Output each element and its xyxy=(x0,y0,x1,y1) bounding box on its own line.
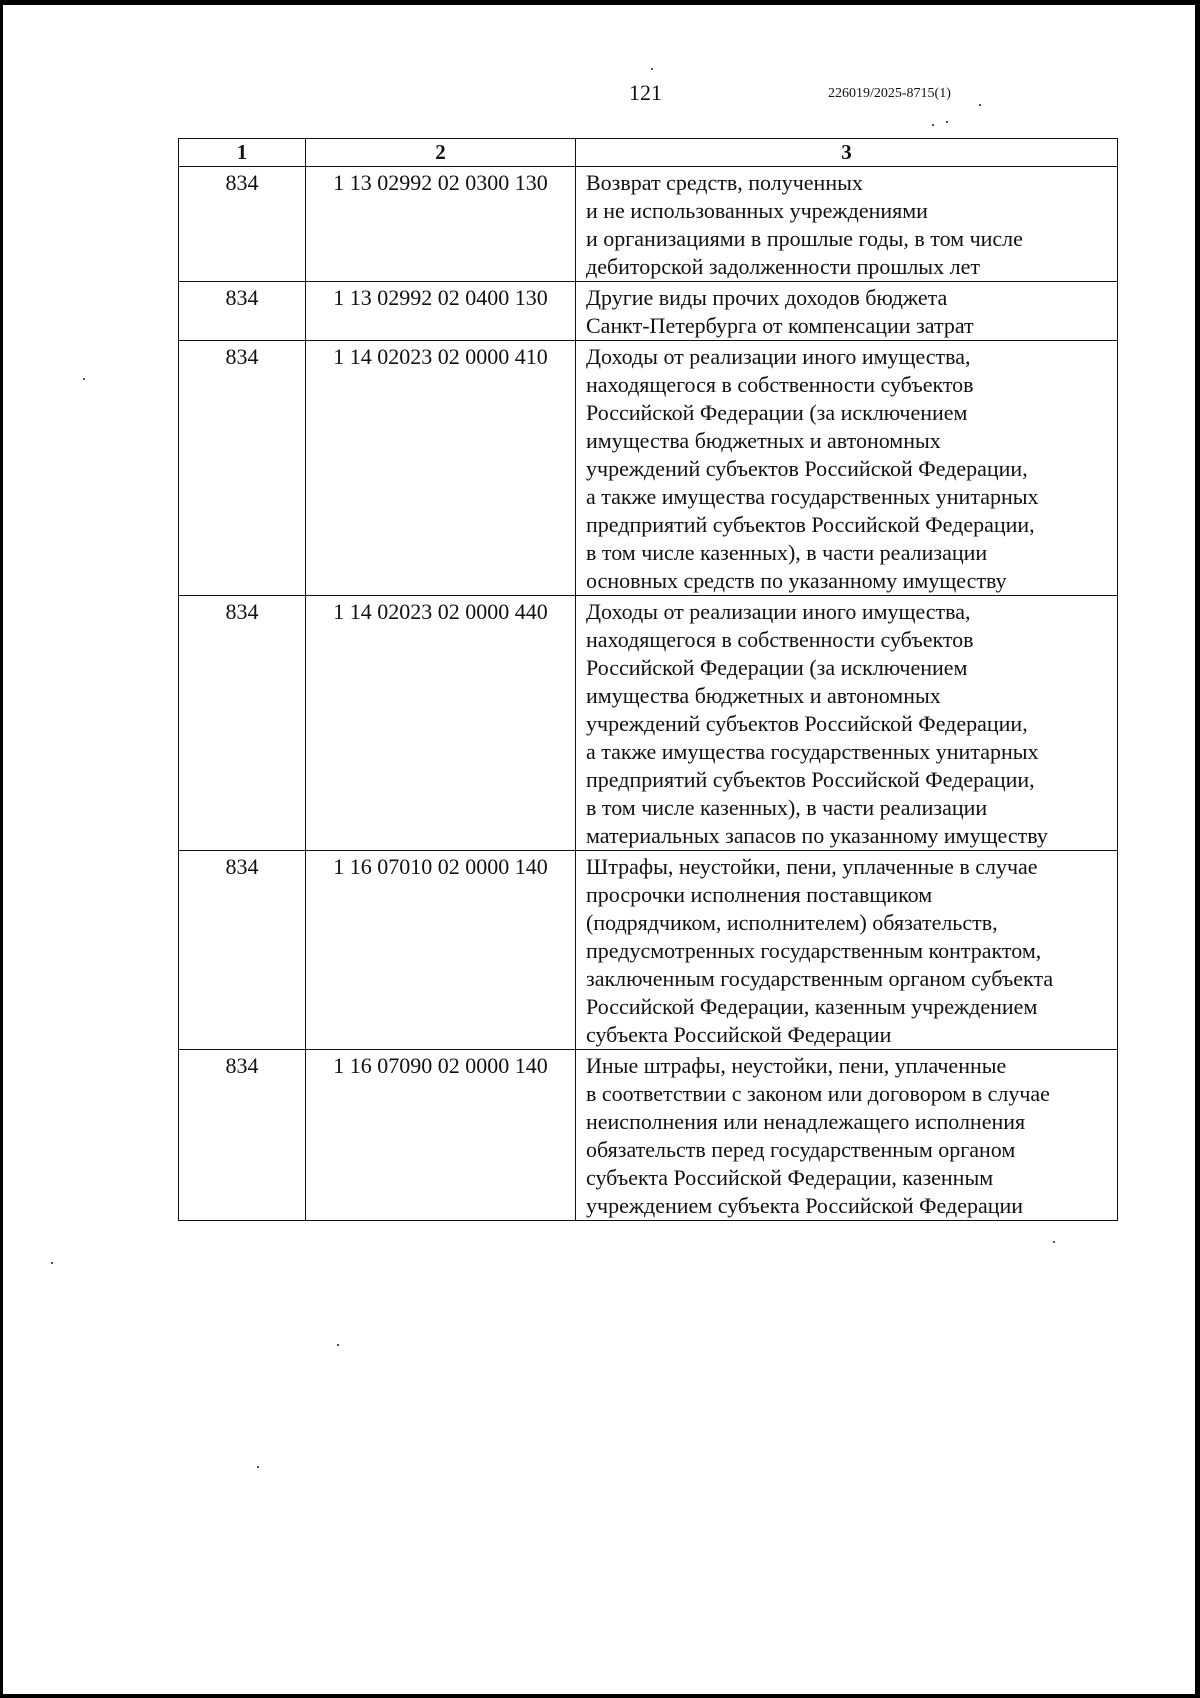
budget-codes-table xyxy=(178,138,1118,1221)
description-line: обязательств перед государственным органом xyxy=(586,1137,1016,1162)
scan-speck xyxy=(946,121,948,123)
description-line: в том числе казенных), в части реализации xyxy=(586,795,988,820)
admin-code-cell: 834 xyxy=(179,851,306,1050)
description-line: материальных запасов по указанному имуществу xyxy=(586,823,1048,848)
description-line: в соответствии с законом или договором в случае xyxy=(586,1081,1050,1106)
budget-classification-code-cell: 1 16 07090 02 0000 140 xyxy=(306,1050,576,1221)
scan-speck xyxy=(51,1262,53,1264)
table-row xyxy=(179,167,1118,282)
admin-code-cell: 834 xyxy=(179,596,306,851)
admin-code-cell: 834 xyxy=(179,282,306,341)
table-row xyxy=(179,851,1118,1050)
description-line: неисполнения или ненадлежащего исполнения xyxy=(586,1109,1026,1134)
description-line: Российской Федерации, казенным учреждением xyxy=(586,994,1038,1019)
document-reference: 226019/2025-8715(1) xyxy=(828,86,951,101)
description-line: заключенным государственным органом субъекта xyxy=(586,966,1054,991)
description-line: субъекта Российской Федерации xyxy=(586,1022,892,1047)
description-line: Санкт-Петербурга от компенсации затрат xyxy=(586,313,974,338)
scan-speck xyxy=(83,378,85,380)
description-line: Возврат средств, полученных xyxy=(586,170,863,195)
description-line: (подрядчиком, исполнителем) обязательств, xyxy=(586,910,998,935)
budget-classification-code-cell: 1 16 07010 02 0000 140 xyxy=(306,851,576,1050)
description-line: Иные штрафы, неустойки, пени, уплаченные xyxy=(586,1053,1007,1078)
budget-classification-code-cell: 1 13 02992 02 0400 130 xyxy=(306,282,576,341)
description-line: находящегося в собственности субъектов xyxy=(586,372,974,397)
revenue-description-cell xyxy=(576,282,1118,341)
budget-classification-code-cell: 1 14 02023 02 0000 410 xyxy=(306,341,576,596)
admin-code-cell: 834 xyxy=(179,341,306,596)
description-line: предприятий субъектов Российской Федерации, xyxy=(586,512,1035,537)
revenue-description-cell xyxy=(576,167,1118,282)
table-row xyxy=(179,1050,1118,1221)
description-line: и не использованных учреждениями xyxy=(586,198,928,223)
admin-code-cell: 834 xyxy=(179,167,306,282)
description-line: учреждений субъектов Российской Федерации, xyxy=(586,711,1028,736)
description-line: Другие виды прочих доходов бюджета xyxy=(586,285,948,310)
revenue-description-cell xyxy=(576,596,1118,851)
column-header-3: 3 xyxy=(576,139,1118,167)
admin-code-cell: 834 xyxy=(179,1050,306,1221)
description-line: Доходы от реализации иного имущества, xyxy=(586,344,971,369)
description-line: имущества бюджетных и автономных xyxy=(586,428,941,453)
column-header-1: 1 xyxy=(179,139,306,167)
description-line: имущества бюджетных и автономных xyxy=(586,683,941,708)
description-line: и организациями в прошлые годы, в том числе xyxy=(586,226,1023,251)
column-header-2: 2 xyxy=(306,139,576,167)
budget-classification-code-cell: 1 13 02992 02 0300 130 xyxy=(306,167,576,282)
description-line: Штрафы, неустойки, пени, уплаченные в случае xyxy=(586,854,1038,879)
table-row xyxy=(179,596,1118,851)
description-line: субъекта Российской Федерации, казенным xyxy=(586,1165,994,1190)
description-line: а также имущества государственных унитарных xyxy=(586,484,1039,509)
revenue-description-cell xyxy=(576,341,1118,596)
table-row xyxy=(179,341,1118,596)
description-line: Российской Федерации (за исключением xyxy=(586,400,968,425)
description-line: Российской Федерации (за исключением xyxy=(586,655,968,680)
description-line: а также имущества государственных унитарных xyxy=(586,739,1039,764)
revenue-description-cell xyxy=(576,851,1118,1050)
table-row xyxy=(179,282,1118,341)
description-line: в том числе казенных), в части реализации xyxy=(586,540,988,565)
scan-speck xyxy=(1053,1241,1055,1243)
scan-speck xyxy=(337,1344,339,1346)
description-line: учреждений субъектов Российской Федерации, xyxy=(586,456,1028,481)
description-line: предусмотренных государственным контрактом, xyxy=(586,938,1042,963)
page-number: 121 xyxy=(629,80,662,105)
scan-speck xyxy=(651,68,653,70)
scan-speck xyxy=(257,1466,259,1468)
description-line: учреждением субъекта Российской Федерации xyxy=(586,1193,1024,1218)
scan-speck xyxy=(932,124,934,126)
description-line: просрочки исполнения поставщиком xyxy=(586,882,933,907)
scan-speck xyxy=(979,104,981,106)
description-line: находящегося в собственности субъектов xyxy=(586,627,974,652)
description-line: Доходы от реализации иного имущества, xyxy=(586,599,971,624)
description-line: дебиторской задолженности прошлых лет xyxy=(586,254,980,279)
description-line: предприятий субъектов Российской Федерации, xyxy=(586,767,1035,792)
table-header-row xyxy=(179,139,1118,167)
description-line: основных средств по указанному имуществу xyxy=(586,568,1007,593)
budget-classification-code-cell: 1 14 02023 02 0000 440 xyxy=(306,596,576,851)
revenue-description-cell xyxy=(576,1050,1118,1221)
